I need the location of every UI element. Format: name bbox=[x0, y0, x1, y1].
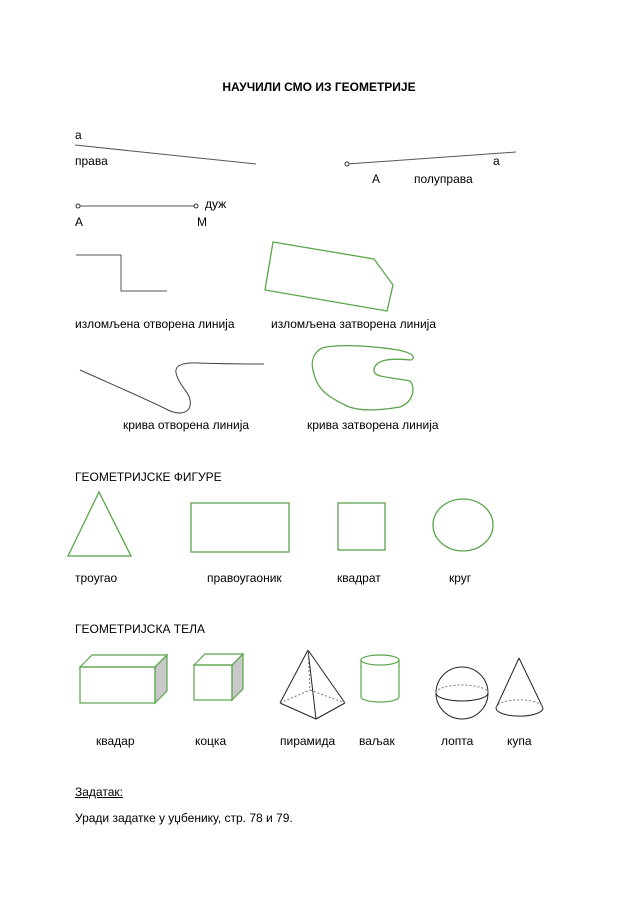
solid-label-cone: купа bbox=[507, 734, 532, 748]
segment-point-a bbox=[76, 204, 80, 208]
figure-label-square: квадрат bbox=[337, 571, 381, 585]
line-point-label: a bbox=[75, 128, 82, 142]
cone-shape bbox=[496, 658, 543, 716]
rectangle-shape bbox=[191, 503, 289, 552]
segment-start-label: A bbox=[75, 215, 84, 229]
task-heading: Задатак: bbox=[75, 785, 123, 799]
cube-shape bbox=[194, 654, 243, 700]
line-drawing bbox=[75, 145, 256, 164]
segment-point-m bbox=[194, 204, 198, 208]
pyramid-shape bbox=[280, 650, 345, 719]
solids-heading: ГЕОМЕТРИЈСКА ТЕЛА bbox=[75, 622, 206, 636]
segment-end-label: M bbox=[197, 215, 207, 229]
segment-label: дуж bbox=[205, 197, 227, 211]
broken-closed-label: изломљена затворена линија bbox=[271, 317, 436, 331]
figure-label-circle: круг bbox=[449, 571, 472, 585]
figure-label-rectangle: правоугаоник bbox=[207, 571, 282, 585]
broken-open-label: изломљена отворена линија bbox=[75, 317, 235, 331]
figures-heading: ГЕОМЕТРИЈСКЕ ФИГУРЕ bbox=[75, 470, 222, 484]
line-label: права bbox=[75, 154, 108, 168]
broken-open-line bbox=[76, 255, 167, 291]
cylinder-shape bbox=[361, 655, 399, 702]
square-shape bbox=[338, 503, 385, 550]
solid-label-sphere: лопта bbox=[441, 734, 474, 748]
sphere-shape bbox=[436, 667, 488, 719]
curve-open-line bbox=[80, 363, 264, 413]
curve-closed-label: крива затворена линија bbox=[307, 418, 439, 432]
ray-point-label: a bbox=[493, 154, 500, 168]
solid-label-cylinder: ваљак bbox=[359, 734, 395, 748]
page-title: НАУЧИЛИ СМО ИЗ ГЕОМЕТРИЈЕ bbox=[222, 80, 416, 94]
triangle-shape bbox=[68, 492, 131, 556]
solid-label-cuboid: квадар bbox=[96, 734, 135, 748]
ray-drawing bbox=[347, 152, 516, 164]
ray-label: полуправа bbox=[414, 172, 473, 186]
solid-label-cube: коцка bbox=[195, 734, 227, 748]
figure-label-triangle: троугао bbox=[75, 571, 118, 585]
ray-start-point bbox=[345, 162, 349, 166]
curve-closed-line bbox=[312, 346, 413, 410]
ray-start-label: A bbox=[372, 172, 381, 186]
cuboid-shape bbox=[80, 655, 167, 703]
curve-open-label: крива отворена линија bbox=[123, 418, 250, 432]
task-text: Уради задатке у уџбенику, стр. 78 и 79. bbox=[75, 811, 293, 825]
circle-shape bbox=[433, 499, 493, 551]
broken-closed-line bbox=[265, 242, 393, 311]
solid-label-pyramid: пирамида bbox=[280, 734, 336, 748]
